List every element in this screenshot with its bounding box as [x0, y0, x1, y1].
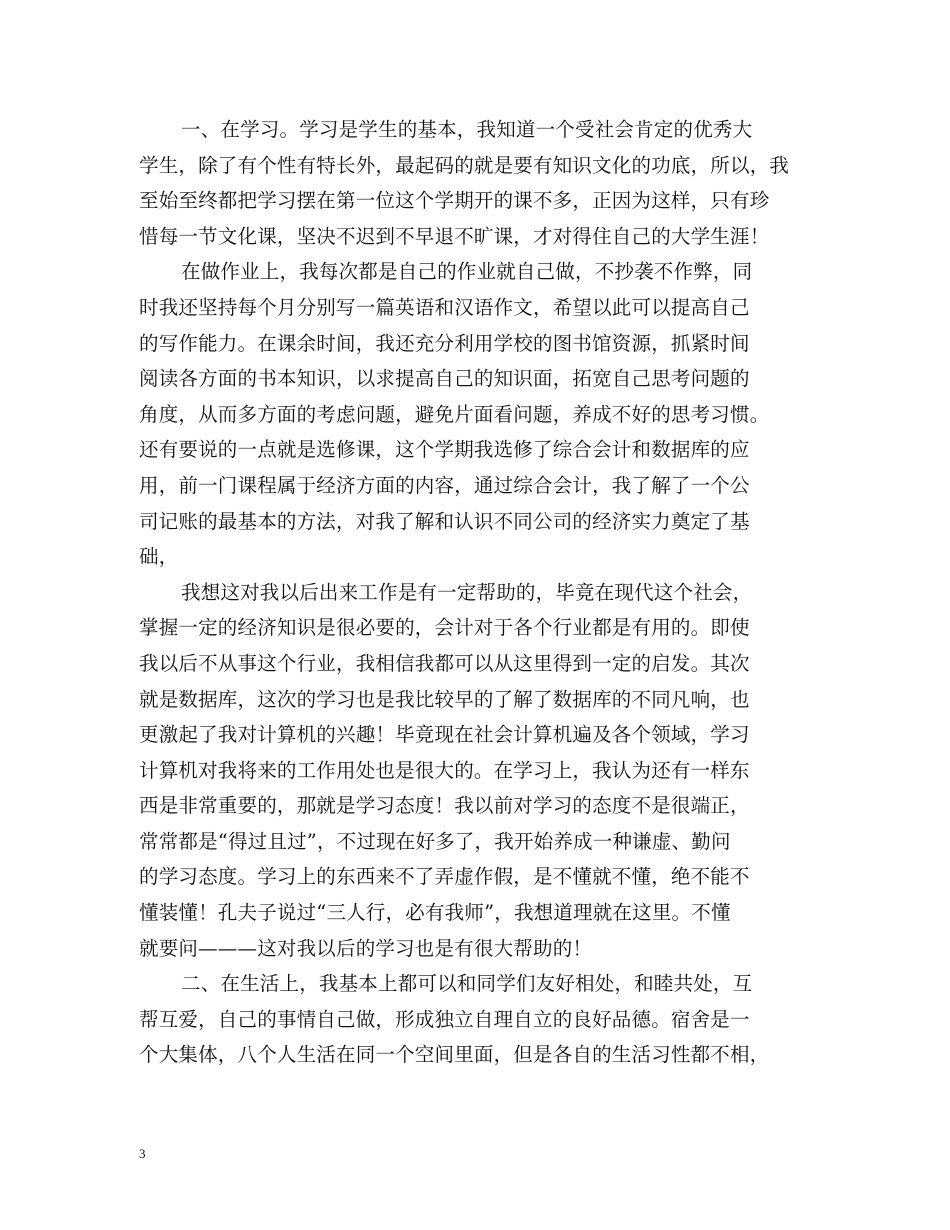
document-body	[139, 112, 819, 1073]
text-line: 还有要说的一点就是选修课，这个学期我选修了综合会计和数据库的应	[139, 438, 750, 462]
text-line: 掌握一定的经济知识是很必要的，会计对于各个行业都是有用的。即使	[139, 616, 750, 640]
text-line: 础，	[139, 545, 179, 569]
page-number: 3	[139, 1146, 146, 1161]
text-line: 一、在学习。学习是学生的基本，我知道一个受社会肯定的优秀大	[181, 118, 753, 141]
text-line: 西是非常重要的，那就是学习态度！我以前对学习的态度不是很端正，	[139, 794, 750, 818]
text-line: 懂装懂！孔夫子说过“三人行，必有我师”，我想道理就在这里。不懂	[139, 901, 731, 925]
text-line: 常常都是“得过且过”，不过现在好多了，我开始养成一种谦虚、勤问	[139, 829, 731, 853]
text-line: 角度，从而多方面的考虑问题，避免片面看问题，养成不好的思考习惯。	[139, 402, 770, 426]
text-line: 帮互爱，自己的事情自己做，形成独立自理自立的良好品德。宿舍是一	[139, 1007, 750, 1031]
text-line: 更激起了我对计算机的兴趣！毕竟现在社会计算机遍及各个领域，学习	[139, 723, 750, 747]
text-line: 计算机对我将来的工作用处也是很大的。在学习上，我认为还有一样东	[139, 758, 750, 782]
text-line: 就要问———这对我以后的学习也是有很大帮助的！	[139, 936, 593, 960]
text-line: 至始至终都把学习摆在第一位这个学期开的课不多，正因为这样，只有珍	[139, 189, 770, 213]
text-line: 我以后不从事这个行业，我相信我都可以从这里得到一定的启发。其次	[139, 651, 750, 675]
text-line: 的学习态度。学习上的东西来不了弄虚作假，是不懂就不懂，绝不能不	[139, 865, 750, 889]
text-line: 在做作业上，我每次都是自己的作业就自己做，不抄袭不作弊，同	[181, 260, 753, 284]
text-line: 司记账的最基本的方法，对我了解和认识不同公司的经济实力奠定了基	[139, 509, 750, 533]
text-line: 我想这对我以后出来工作是有一定帮助的，毕竟在现代这个社会，	[181, 580, 753, 604]
text-line: 时我还坚持每个月分别写一篇英语和汉语作文，希望以此可以提高自己	[139, 295, 750, 319]
text-line: 用，前一门课程属于经济方面的内容，通过综合会计，我了解了一个公	[139, 473, 750, 497]
text-line: 就是数据库，这次的学习也是我比较早的了解了数据库的不同凡响，也	[139, 687, 750, 711]
text-line: 阅读各方面的书本知识，以求提高自己的知识面，拓宽自己思考问题的	[139, 367, 750, 391]
text-line: 个大集体，八个人生活在同一个空间里面，但是各自的生活习性都不相，	[139, 1043, 770, 1067]
text-line: 的写作能力。在课余时间，我还充分利用学校的图书馆资源，抓紧时间	[139, 331, 750, 355]
text-line: 学生，除了有个性有特长外，最起码的就是要有知识文化的功底，所以，我	[139, 153, 790, 177]
text-line: 惜每一节文化课，坚决不迟到不早退不旷课，才对得住自己的大学生涯！	[139, 224, 770, 248]
text-line: 二、在生活上，我基本上都可以和同学们友好相处，和睦共处，互	[181, 972, 753, 996]
